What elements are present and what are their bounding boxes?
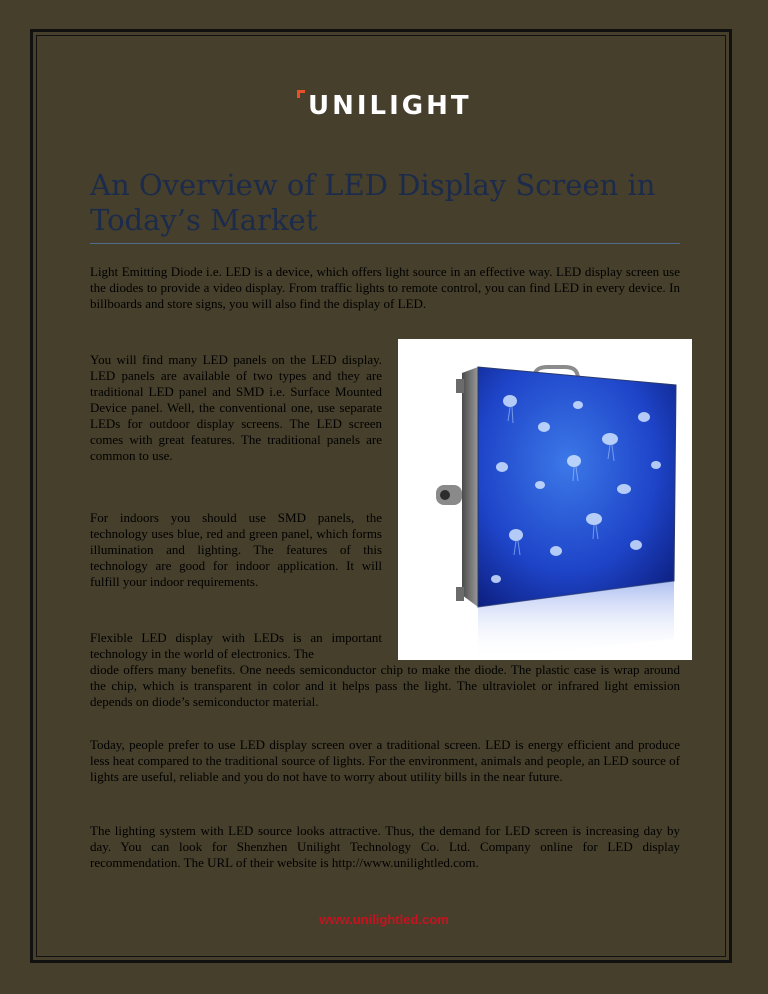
logo-corner-icon: [297, 90, 305, 98]
paragraph-smd-panels: For indoors you should use SMD panels, the technology uses blue, red and green panel, which forms illumination and lighting. The features of this technology are good for indoor application. It will fulfill your indoor requirements.: [90, 510, 382, 589]
paragraph-energy-efficient: Today, people prefer to use LED display screen over a traditional screen. LED is energy efficient and produce less heat compared to the traditional source of lights. For the environment, animals and people, an LED source of lights are useful, reliable and you do not have to worry about utility bills in the near future.: [90, 737, 680, 784]
led-panel-image: [398, 339, 692, 660]
paragraph-flexible-led-cont: diode offers many benefits. One needs semiconductor chip to make the diode. The plastic case is wrap around the chip, which is transparent in color and it helps pass the light. The ultraviolet or infrared light emission depends on diode’s semiconductor material.: [90, 662, 680, 709]
paragraph-intro: Light Emitting Diode i.e. LED is a device, which offers light source in an effective way. LED display screen use the diodes to provide a video display. From traffic lights to remote control, you can find LED in every device. In billboards and store signs, you will also find the display of LED.: [90, 264, 680, 311]
paragraph-company: The lighting system with LED source looks attractive. Thus, the demand for LED screen is increasing day by day. You can look for Shenzhen Unilight Technology Co. Ltd. Company online for LED display recommendation. The URL of their website is http://www.unilightled.com.: [90, 823, 680, 870]
paragraph-flexible-led: Flexible LED display with LEDs is an important technology in the world of electronics. The: [90, 630, 382, 661]
paragraph-led-panels: You will find many LED panels on the LED display. LED panels are available of two types and they are traditional LED panel and SMD i.e. Surface Mounted Device panel. Well, the conventional one, use separate LEDs for outdoor display screens. The LED screen comes with great features. The traditional panels are common to use.: [90, 352, 382, 463]
logo-text: UNILIGHT: [308, 91, 472, 121]
unilight-logo: [297, 88, 472, 124]
footer-website-url[interactable]: www.unilightled.com: [319, 912, 449, 927]
page-title: An Overview of LED Display Screen in Today’s Market: [90, 168, 656, 237]
title-underline: [90, 243, 680, 244]
led-panel-illustration: [398, 339, 692, 660]
